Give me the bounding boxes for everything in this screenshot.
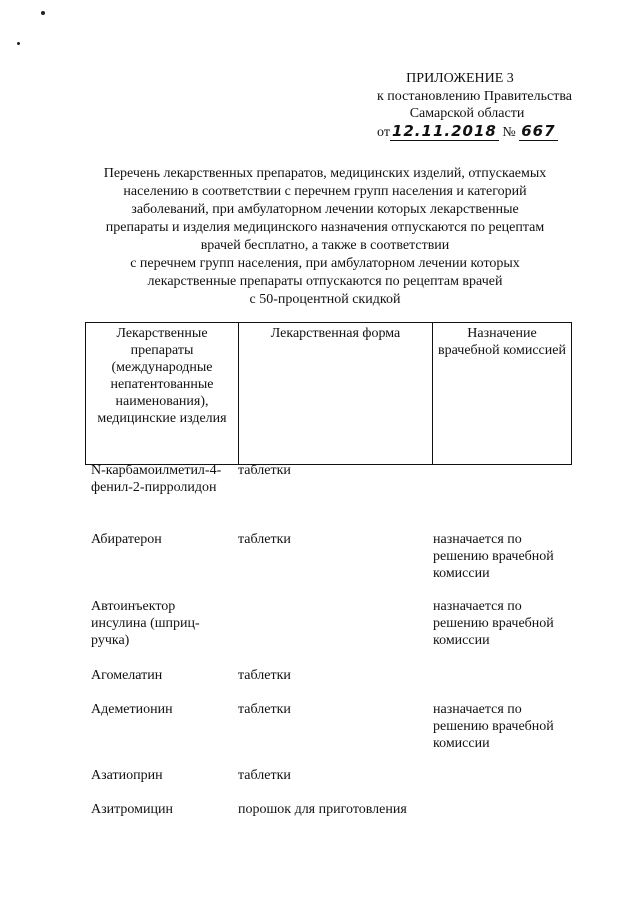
title-line: с перечнем групп населения, при амбулаторном лечении которых — [130, 256, 520, 271]
drug-form: порошок для приготовления — [238, 802, 407, 817]
column-header-commission: Назначение врачебной комиссией — [433, 323, 572, 465]
drug-name: Автоинъектор инсулина (шприц-ручка) — [91, 599, 200, 648]
drug-form: таблетки — [238, 463, 291, 478]
number-sign: № — [502, 125, 516, 140]
date-prefix: от — [377, 125, 390, 140]
drug-commission: назначается по решению врачебной комиссии — [433, 532, 554, 581]
drug-form: таблетки — [238, 532, 291, 547]
drug-name: Агомелатин — [91, 668, 163, 683]
drug-commission: назначается по решению врачебной комиссии — [433, 702, 554, 751]
appendix-date-line — [340, 123, 572, 141]
column-header-form: Лекарственная форма — [239, 323, 433, 465]
drug-name: N-карбамоилметил-4-фенил-2-пирролидон — [91, 463, 222, 495]
appendix-decree-line: к постановлению Правительства — [376, 89, 572, 104]
title-line: заболеваний, при амбулаторном лечении которых лекарственные — [131, 202, 519, 217]
drug-name: Азитромицин — [91, 802, 173, 817]
scan-speck — [41, 11, 45, 15]
drug-name: Азатиоприн — [91, 768, 163, 783]
document-title — [78, 165, 572, 309]
handwritten-date: 12.11.2018 — [391, 122, 497, 140]
appendix-header — [340, 70, 572, 141]
appendix-title: ПРИЛОЖЕНИЕ 3 — [406, 71, 514, 86]
title-line: Перечень лекарственных препаратов, медицинских изделий, отпускаемых — [103, 166, 547, 181]
title-line: препараты и изделия медицинского назначения отпускаются по рецептам — [105, 220, 545, 235]
drug-form: таблетки — [238, 702, 291, 717]
drug-name: Адеметионин — [91, 702, 173, 717]
title-line: населению в соответствии с перечнем групп населения и категорий — [123, 184, 527, 199]
handwritten-number: 667 — [521, 122, 556, 140]
drug-form: таблетки — [238, 668, 291, 683]
title-line: с 50-процентной скидкой — [249, 292, 401, 307]
appendix-region-line: Самарской области — [409, 106, 525, 121]
drug-commission: назначается по решению врачебной комиссии — [433, 599, 554, 648]
title-line: врачей бесплатно, а также в соответствии — [200, 238, 450, 253]
table-header — [85, 322, 572, 465]
column-header-drugs: Лекарственные препараты (международные непатентованные наименования), медицинские изделия — [86, 323, 239, 465]
title-line: лекарственные препараты отпускаются по рецептам врачей — [147, 274, 503, 289]
scan-speck — [17, 42, 20, 45]
drug-form: таблетки — [238, 768, 291, 783]
drug-name: Абиратерон — [91, 532, 162, 547]
